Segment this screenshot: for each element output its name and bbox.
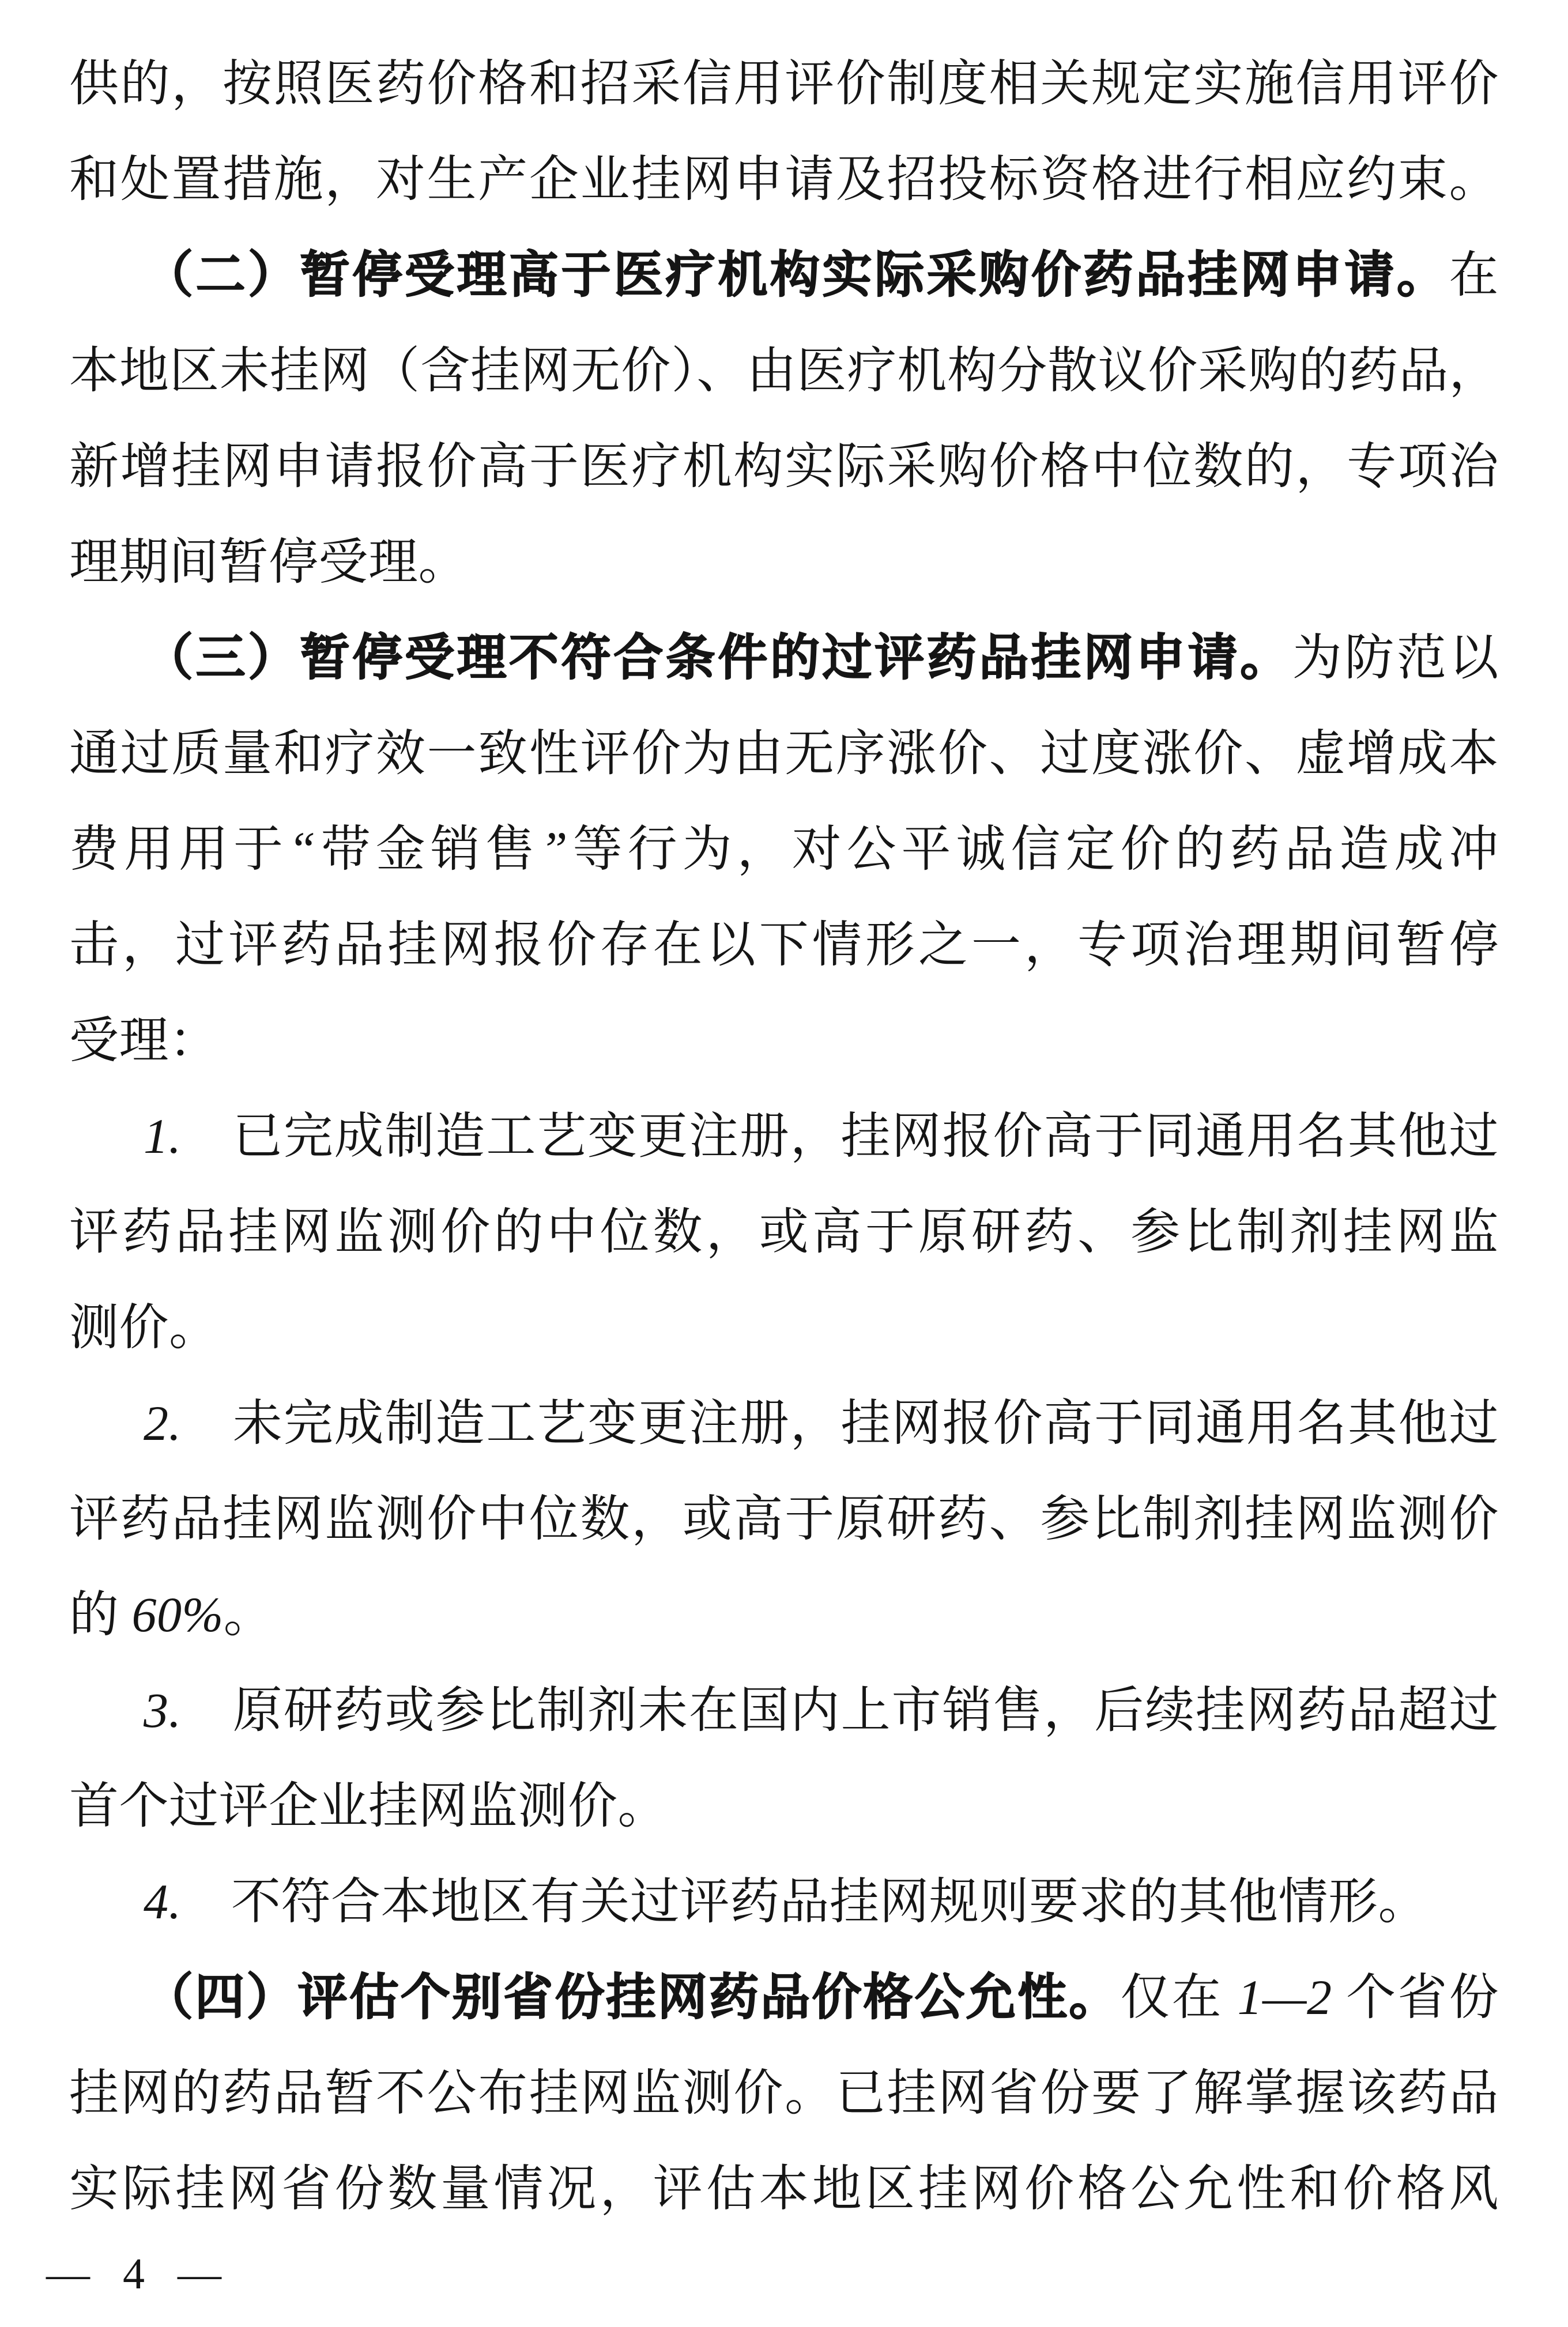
text-line-3 [69,227,1499,323]
text-segment: 击，过评药品挂网报价存在以下情形之一，专项治理期间暂停 [69,917,1499,972]
text-segment: 供的，按照医药价格和招采信用评价制度相关规定实施信用评价 [69,56,1499,111]
text-segment: 首个过评企业挂网监测价。 [69,1778,668,1834]
text-line-23 [69,2141,1499,2237]
text-line-7 [69,610,1499,706]
text-line-8 [69,706,1499,801]
text-segment: 3. 原研药或参比制剂未在国内上市销售，后续挂网药品超过 [144,1683,1499,1738]
text-segment: 挂网的药品暂不公布挂网监测价。已挂网省份要了解掌握该药品 [69,2065,1499,2121]
text-segment: 1. 已完成制造工艺变更注册，挂网报价高于同通用名其他过 [144,1108,1499,1164]
text-segment: 4. 不符合本地区有关过评药品挂网规则要求的其他情形。 [144,1874,1428,1929]
text-line-20 [69,1854,1499,1949]
text-line-21 [69,1949,1499,2045]
text-line-4 [69,323,1499,418]
text-line-17 [69,1567,1499,1662]
text-segment: 在 [1449,247,1499,303]
text-segment: 本地区未挂网（含挂网无价）、由医疗机构分散议价采购的药品， [69,343,1499,398]
text-line-9 [69,801,1499,897]
text-line-15 [69,1375,1499,1471]
text-segment: 新增挂网申请报价高于医疗机构实际采购价格中位数的，专项治 [69,439,1499,494]
text-line-14 [69,1280,1499,1375]
text-segment: 和处置措施，对生产企业挂网申请及招投标资格进行相应约束。 [69,152,1499,207]
text-segment: 受理： [69,1013,219,1068]
text-line-13 [69,1184,1499,1280]
text-line-22 [69,2045,1499,2141]
text-segment: 理期间暂停受理。 [69,534,468,590]
text-segment: 费用用于“带金销售”等行为，对公平诚信定价的药品造成冲 [69,821,1499,877]
text-segment: 仅在 1—2 个省份 [1120,1970,1499,2025]
text-line-2 [69,131,1499,227]
text-line-18 [69,1662,1499,1758]
text-line-1 [69,36,1499,131]
text-line-12 [69,1088,1499,1184]
text-line-5 [69,418,1499,514]
bold-text-segment: （四）评估个别省份挂网药品价格公允性。 [144,1970,1121,2025]
text-line-19 [69,1758,1499,1854]
text-line-10 [69,897,1499,993]
text-segment: 的 60%。 [69,1587,274,1642]
text-line-11 [69,993,1499,1088]
page-number: — 4 — [46,2250,223,2298]
bold-text-segment: （三）暂停受理不符合条件的过评药品挂网申请。 [144,630,1292,685]
text-segment: 评药品挂网监测价的中位数，或高于原研药、参比制剂挂网监 [69,1204,1499,1259]
text-segment: 通过质量和疗效一致性评价为由无序涨价、过度涨价、虚增成本 [69,726,1499,781]
bold-text-segment: （二）暂停受理高于医疗机构实际采购价药品挂网申请。 [144,247,1449,303]
text-segment: 测价。 [69,1300,219,1355]
text-segment: 为防范以 [1292,630,1499,685]
text-line-6 [69,514,1499,610]
page-footer [0,2237,1568,2311]
text-segment: 评药品挂网监测价中位数，或高于原研药、参比制剂挂网监测价 [69,1491,1499,1547]
text-line-16 [69,1471,1499,1567]
text-segment: 2. 未完成制造工艺变更注册，挂网报价高于同通用名其他过 [144,1396,1499,1451]
text-segment: 实际挂网省份数量情况，评估本地区挂网价格公允性和价格风 [69,2161,1499,2216]
